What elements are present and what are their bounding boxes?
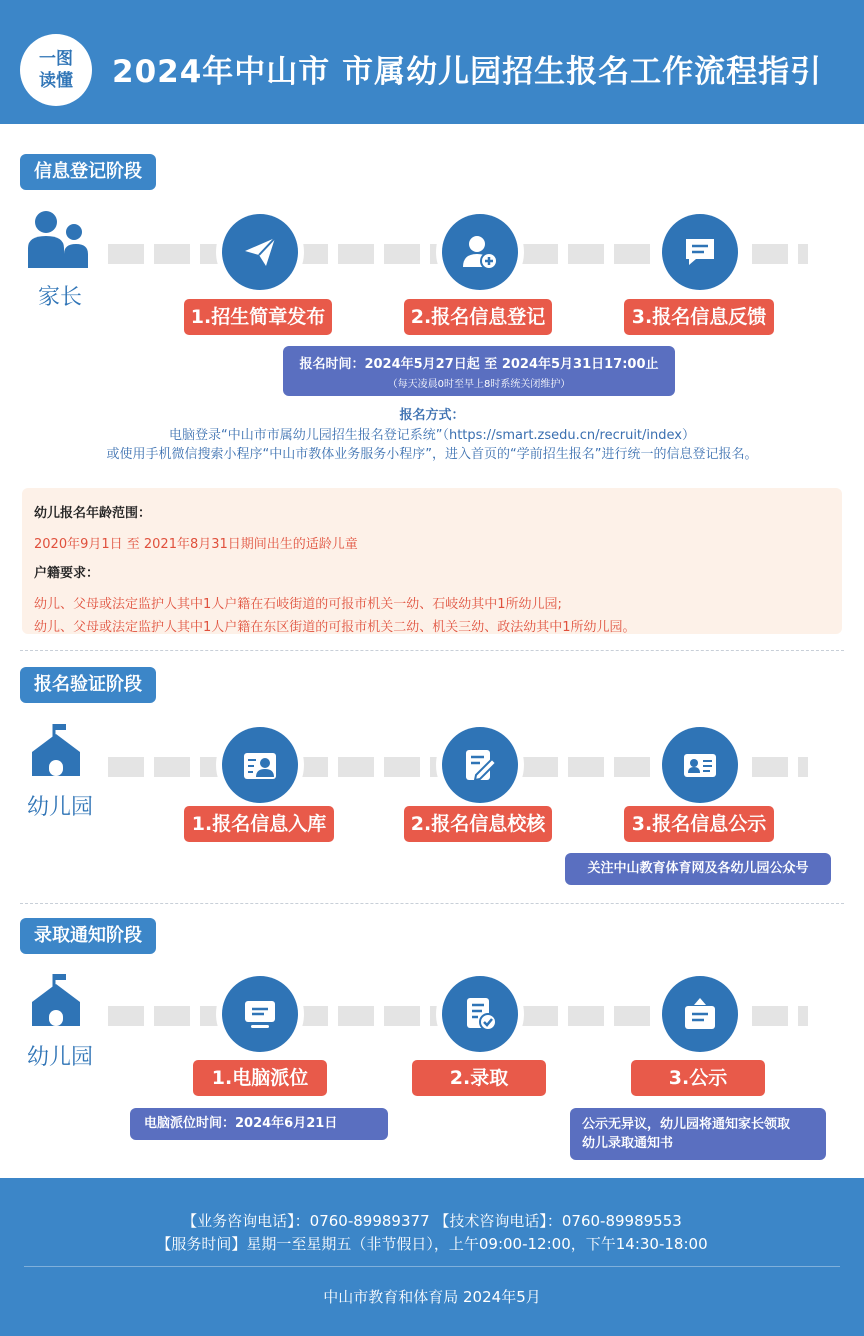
step-label-3: 3.报名信息反馈 [624,299,774,335]
section-divider [20,903,844,904]
maintenance-note: （每天凌晨0时至早上8时系统关闭维护） [387,379,571,390]
method-title: 报名方式： [399,408,465,423]
step-circle-1 [222,727,298,803]
user-add-icon [462,234,498,270]
issuer: 中山市教育和体育局 2024年5月 [323,1288,541,1306]
step-circle-2 [442,976,518,1052]
step-label-1: 1.报名信息入库 [184,806,334,842]
actor-parents: 家长 [37,285,82,310]
registration-time: 报名时间：2024年5月27日起 至 2024年5月31日17:00止 [299,357,659,372]
step-circle-3 [662,727,738,803]
step-circle-3 [662,976,738,1052]
registration-time-note [283,346,675,396]
logo-badge [20,34,92,106]
step-label-3: 3.公示 [631,1060,765,1096]
step-circle-3 [662,214,738,290]
admission-notice-note [570,1108,826,1160]
step-label-2: 2.录取 [412,1060,546,1096]
step-circle-2 [442,214,518,290]
step-label-1: 1.电脑派位 [193,1060,327,1096]
hukou-line-1: 幼儿、父母或法定监护人其中1人户籍在石岐街道的可报市机关一幼、石岐幼其中1所幼儿园; [34,597,562,612]
id-card-icon [682,747,718,783]
requirements-box [22,488,842,634]
actor-kindergarten: 幼儿园 [26,1045,93,1070]
publicity-note: 关注中山教育体育网及各幼儿园公众号 [565,853,831,885]
admission-notice-line-1: 公示无异议，幼儿园将通知家长领取 [582,1117,791,1132]
footer [0,1178,864,1336]
step-label-2: 2.报名信息登记 [404,299,552,335]
computer-icon [242,996,278,1032]
stage-tag-registration: 信息登记阶段 [20,154,156,190]
hukou-label: 户籍要求： [34,566,100,581]
method-line-2: 或使用手机微信搜索小程序“中山市教体业务服务小程序”，进入首页的“学前招生报名”进行统一的信息登记报名。 [106,447,758,462]
page-title: 2024年中山市 市属幼儿园招生报名工作流程指引 [112,54,823,90]
edit-document-icon [462,747,498,783]
step-label-1: 1.招生简章发布 [184,299,332,335]
step-circle-1 [222,214,298,290]
kindergarten-icon [26,972,86,1028]
id-profile-icon [242,747,278,783]
approved-document-icon [462,996,498,1032]
service-hours: 【服务时间】星期一至星期五（非节假日），上午09:00-12:00，下午14:30-18:00 [156,1235,708,1253]
notice-icon [682,996,718,1032]
hukou-line-2: 幼儿、父母或法定监护人其中1人户籍在东区街道的可报市机关二幼、机关三幼、政法幼其中1所幼儿园。 [34,620,636,635]
age-range-label: 幼儿报名年龄范围： [34,506,152,521]
admission-notice-line-2: 幼儿录取通知书 [582,1136,674,1151]
logo-line-1: 一图 [39,49,73,69]
header-banner [0,0,864,124]
message-icon [682,234,718,270]
section-divider [20,650,844,651]
step-circle-1 [222,976,298,1052]
logo-line-2: 读懂 [39,71,73,91]
paper-plane-icon [242,234,278,270]
step-label-3: 3.报名信息公示 [624,806,774,842]
step-circle-2 [442,727,518,803]
stage-tag-admission: 录取通知阶段 [20,918,156,954]
actor-kindergarten: 幼儿园 [26,795,93,820]
kindergarten-icon [26,722,86,778]
method-line-1: 电脑登录“中山市市属幼儿园招生报名登记系统”（https://smart.zsedu.cn/recruit/index） [169,428,695,443]
footer-divider [24,1266,840,1267]
hotline-info: 【业务咨询电话】：0760-89989377 【技术咨询电话】：0760-89989553 [182,1212,682,1230]
assignment-time-note: 电脑派位时间：2024年6月21日 [130,1108,388,1140]
stage-tag-verification: 报名验证阶段 [20,667,156,703]
age-range-value: 2020年9月1日 至 2021年8月31日期间出生的适龄儿童 [34,537,358,552]
step-label-2: 2.报名信息校核 [404,806,552,842]
parents-icon [26,208,92,270]
